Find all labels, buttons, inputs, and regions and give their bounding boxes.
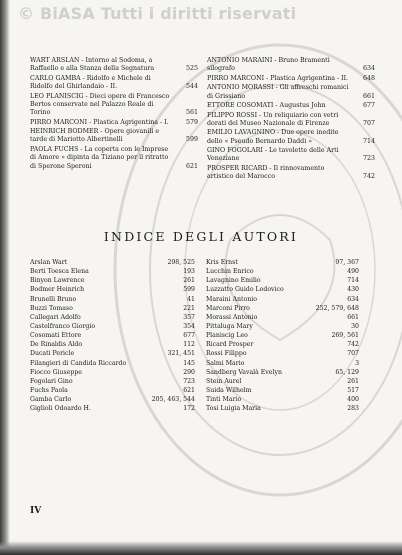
contents-entry: FILIPPO ROSSI - Un reliquiario con vetri dorati del Museo Nazionale di Firenze 707 <box>207 111 375 127</box>
index-row: Pittaluga Mary 30 <box>206 322 359 330</box>
index-right-column <box>206 258 359 413</box>
page-edge-left <box>0 0 10 555</box>
contents-entry: WART ARSLAN - Intorno al Sodoma, a Raffaello e alla Stanza della Segnatura 525 <box>30 57 198 73</box>
index-row: Planiscig Leo 269, 561 <box>206 332 359 340</box>
index-left-column <box>30 258 195 413</box>
index-row: Arslan Wart 298, 525 <box>30 259 195 266</box>
index-row: Rossi Filippo 707 <box>206 350 359 358</box>
contents-entry: PIRRO MARCONI - Plastica Agrigentina - II. 648 <box>207 74 375 82</box>
contents-entry: EMILIO LAVAGNINO - Due opere inedite dello « Pseudo Bernardo Daddi » 714 <box>207 129 375 145</box>
index-row: Bodmer Heinrich 599 <box>30 286 195 294</box>
index-row: Marconi Pirro 252, 579, 648 <box>206 304 359 312</box>
index-row: Suida Wilhelm 517 <box>206 386 359 394</box>
index-row: Sandberg Vavalà Evelyn 65, 129 <box>206 368 359 376</box>
index-row: Salmi Mario 3 <box>206 359 359 367</box>
index-row: Buzzi Tomaso 221 <box>30 304 195 312</box>
index-row: Luzzatto Guido Lodovico 430 <box>206 286 359 294</box>
index-row: Maraini Antonio 634 <box>206 295 359 303</box>
contents-right-column <box>207 57 375 183</box>
contents-entry: HEINRICH BODMER - Opere giovanili e tarde di Mariotto Albertinelli 599 <box>30 128 198 144</box>
contents-entry: PAOLA FUCHS - La coperta con le Imprese di Amore » dipinta da Tiziano per il ritratto di Sperone Speroni 621 <box>30 145 198 170</box>
index-row: Filangieri di Candida Riccardo 145 <box>30 359 195 367</box>
index-row: Binyon Lawrence 261 <box>30 277 195 285</box>
index-row: Morassi Antonio 661 <box>206 313 359 321</box>
index-row: Lucchin Enrico 490 <box>206 268 359 276</box>
index-row: Castelfranco Giorgio 354 <box>30 322 195 330</box>
contents-left-column <box>30 57 198 172</box>
index-row: Tinti Mario 400 <box>206 396 359 404</box>
watermark-text: © BiASA Tutti i diritti riservati <box>18 4 297 23</box>
index-row: Cosomati Ettore 677 <box>30 332 195 340</box>
index-row: Brunelli Bruno 41 <box>30 295 195 303</box>
page-number: IV <box>30 506 42 516</box>
index-row: Fiocco Giuseppe 290 <box>30 368 195 376</box>
index-row: De Rinaldis Aldo 112 <box>30 341 195 349</box>
index-row: Gamba Carlo 205, 463, 544 <box>30 396 195 404</box>
index-row: Lavagnino Emilio 714 <box>206 277 359 285</box>
index-row: Callegari Adolfo 357 <box>30 313 195 321</box>
index-row: Fogolari Gino 723 <box>30 377 195 385</box>
index-row: Berti Toesca Elena 193 <box>30 268 195 276</box>
contents-entry: LEO PLANISCIG - Dieci opere di Francesco Bertos conservate nel Palazzo Reale di Torino 561 <box>30 92 198 117</box>
index-title: INDICE DEGLI AUTORI <box>103 229 299 244</box>
page-edge-bottom <box>0 541 402 555</box>
index-row: Kris Ernst 97, 367 <box>206 259 359 266</box>
contents-entry: ANTONIO MARAINI - Bruno Bramenti silografo 634 <box>207 57 375 73</box>
contents-entry: ETTORE COSOMATI - Augustus John 677 <box>207 102 375 110</box>
index-row: Ricard Prosper 742 <box>206 341 359 349</box>
contents-entry: PROSPER RICARD - Il rinnovamento artistico del Marocco 742 <box>207 164 375 181</box>
index-row: Stein Aurel 261 <box>206 377 359 385</box>
index-row: Fuchs Paola 621 <box>30 386 195 394</box>
contents-entry: ANTONIO MORASSI - Gli affreschi romanici di Grissiano 661 <box>207 84 375 100</box>
contents-entry: CARLO GAMBA - Ridolfo e Michele di Ridolfo del Ghirlandaio - II. 544 <box>30 74 198 91</box>
contents-entry: GINO FOGOLARI - Le tavolette delle Arti Veneziane 723 <box>207 147 375 163</box>
contents-entry: PIRRO MARCONI - Plastica Agrigentina - I. 579 <box>30 118 198 126</box>
index-row: Tosi Luigia Maria 283 <box>206 405 359 413</box>
index-row: Giglioli Odoardo H. 172 <box>30 405 195 413</box>
index-row: Ducati Pericle 321, 451 <box>30 350 195 358</box>
